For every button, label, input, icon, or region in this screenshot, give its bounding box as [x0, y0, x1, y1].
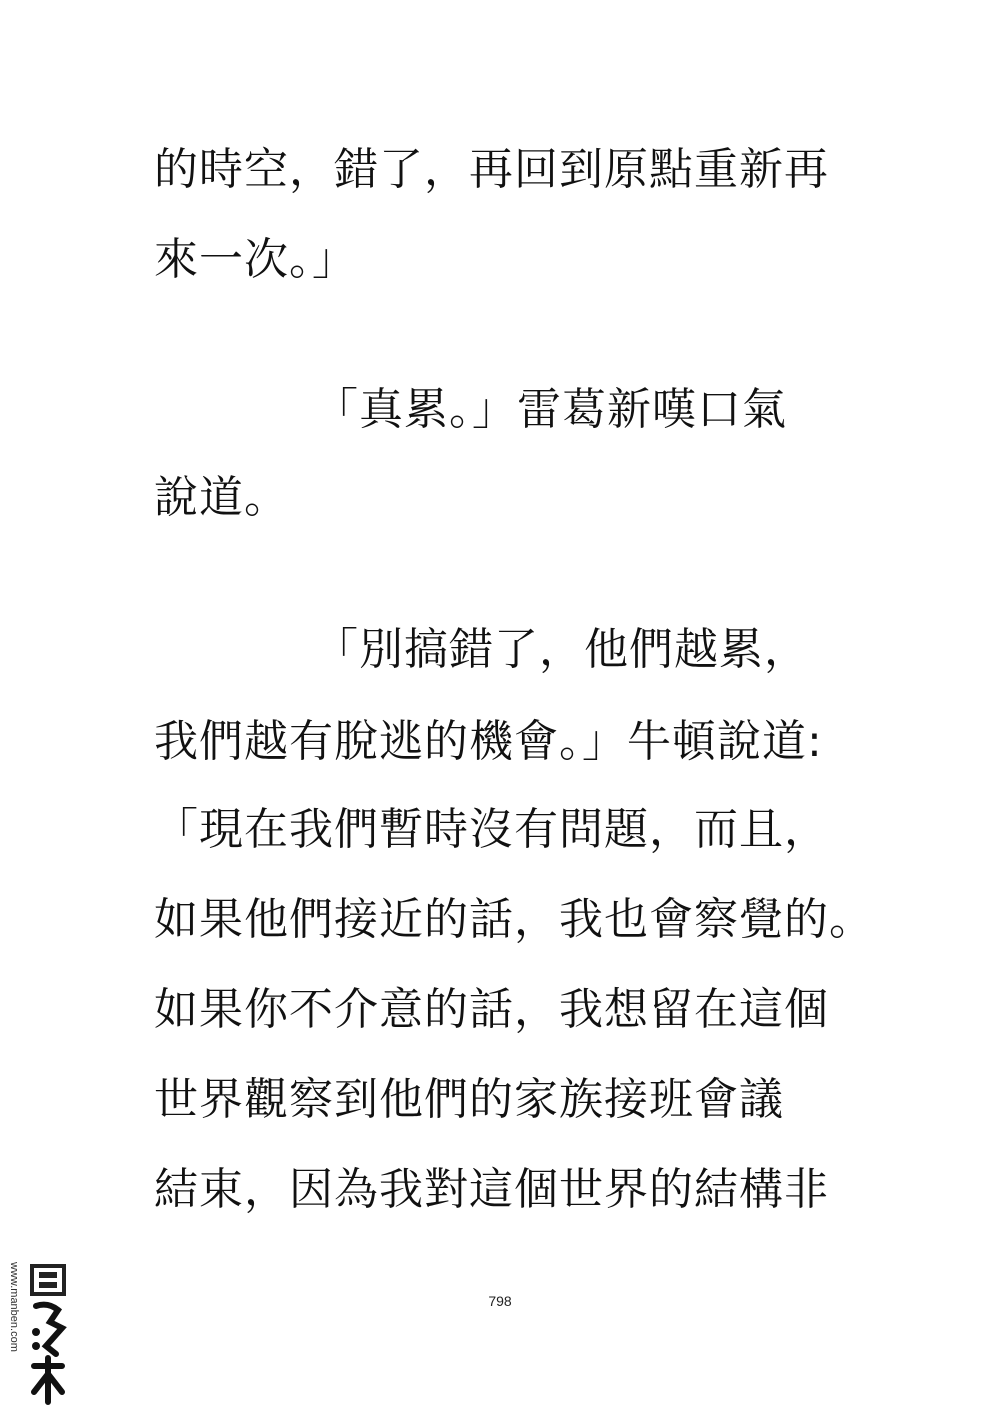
text-line-6: 我們越有脫逃的機會。」牛頓說道: [154, 716, 823, 767]
text-line-7: 「現在我們暫時沒有問題，而且， [154, 804, 829, 855]
text-line-3: 「真累。」雷葛新嘆口氣 [314, 384, 787, 435]
text-line-1: 的時空，錯了，再回到原點重新再 [154, 144, 829, 195]
watermark-url-text: www.manben.com [8, 1262, 20, 1352]
text-line-9: 如果你不介意的話，我想留在這個 [154, 984, 829, 1035]
text-line-4: 說道。 [154, 472, 289, 523]
text-line-11: 結束，因為我對這個世界的結構非 [154, 1164, 829, 1215]
text-line-2: 來一次。」 [154, 234, 357, 285]
text-line-5: 「別搞錯了，他們越累， [314, 624, 809, 675]
text-line-10: 世界觀察到他們的家族接班會議 [154, 1074, 784, 1125]
text-line-8: 如果他們接近的話，我也會察覺的。 [154, 894, 874, 945]
page-number: 798 [488, 1293, 512, 1309]
watermark-url [6, 1262, 22, 1408]
watermark-logo-icon [28, 1262, 68, 1408]
watermark [6, 1262, 68, 1408]
